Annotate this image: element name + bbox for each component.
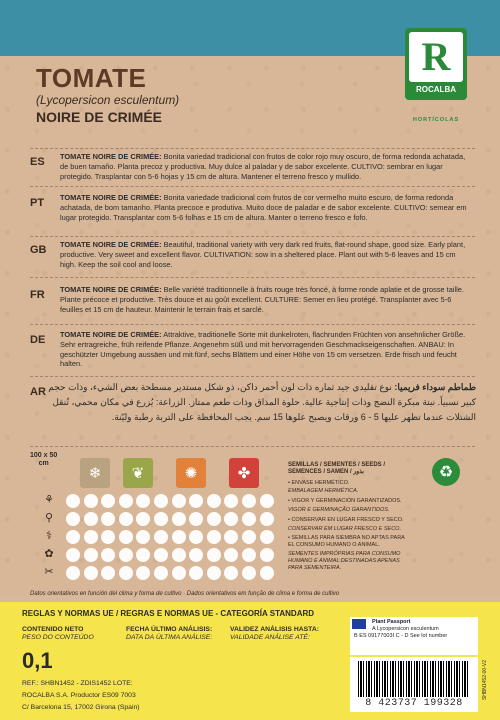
legend-heading: SEMILLAS / SEMENTES / SEEDS / (288, 462, 386, 468)
barcode-bars (358, 661, 470, 697)
eu-rules-heading: REGLAS Y NORMAS UE / REGRAS E NORMAS UE - CATEGORÍA STANDARD (22, 609, 315, 618)
plant-passport (350, 617, 478, 655)
lang-code: PT (30, 197, 45, 209)
legend-item: • CONSERVAR EN LUGAR FRESCO Y SECO. CONSERVAR EM LUGAR FRESCO E SECO. (288, 516, 404, 532)
maple-leaf-icon: ✤ (229, 458, 259, 488)
producer-address: C/ Barcelona 15, 17002 Girona (Spain) (22, 704, 140, 711)
lang-body: Bonita variedad tradicional con frutos de color rojo muy oscuro, de forma redonda achatada, de buen tamaño. Planta precoz y productiva. Muy dulce al paladar y de sabor excelente. CULTIVO: sembrar en lugar protegido. Trasplantar con 5-6 hojas y 15 cm de altura. Mantener el terreno fresco y mullido. (60, 152, 466, 181)
logo-letter: R (421, 34, 451, 79)
rocalba-logo (405, 28, 467, 100)
lang-code: DE (30, 334, 46, 346)
lang-text (60, 330, 472, 369)
lang-text (60, 193, 472, 222)
analysis-validity-label: VALIDEZ ANÁLISIS HASTA: VALIDADE ANÁLISE ATÉ: (230, 626, 319, 641)
calendar-row (38, 528, 277, 546)
lang-lead: TOMATE NOIRE DE CRIMÉE: (60, 285, 162, 294)
last-analysis-label: FECHA ÚLTIMO ANÁLISIS: DATA DA ÚLTIMA ANÁLISE: (126, 626, 213, 641)
lang-code: FR (30, 289, 45, 301)
lang-body: Beautiful, traditional variety with very dark red fruits, flat-round shape, good size. Early plant, productive. Very sweet and excellent flavor. CULTIVATION: sow in a sheltered place. Plant out with 5-6 leaves and 15 cm high. Keep the soil cool and loose. (60, 240, 466, 269)
divider (30, 236, 475, 237)
lang-body: Attraktive, traditionelle Sorte mit dunkelroten, flachrunden Früchten von ansehnlicher Größe. Sehr ertragreiche, früh reifende Pflanze. Angenehm süß und mit hervorragenden Geschmackseigenschaften. ANBAU: In geschützter Umgebung aussäen und mit fünf, sechs Blättern und einer Höhe von 15 cm versetzen. Erde frisch und feucht halten. (60, 330, 466, 369)
green-dot-recycle-icon: ♻ (432, 458, 460, 486)
plant-icon: ✿ (44, 548, 54, 560)
lang-text (60, 285, 472, 314)
net-content-label: CONTENIDO NETO PESO DO CONTEÚDO (22, 626, 94, 641)
lang-body: Belle variété traditionnelle à fruits rouge très foncé, à forme ronde aplatie et de grosse taille. Plante précoce et productive. Très douce et au goût excellent. CULTURE: Semer en lieu protégé. Transplanter avec 5-6 feuilles et 15 cm de hauteur. Maintenir le terrain frais et sarclé. (60, 285, 464, 314)
calendar-row (38, 546, 277, 564)
lang-lead: TOMATE NOIRE DE CRIMÉE: (60, 152, 162, 161)
divider (30, 186, 475, 187)
passport-line1: A Lycopersicon esculentum (372, 626, 439, 632)
net-content-value: 0,1 (22, 648, 53, 673)
lang-body: Bonita variedade tradicional com frutos de cor vermelho muito escuro, de forma redonda achatada, de bom tamanho. Planta precoce e produtiva. Muito doce de paladar e de sabor excelente. CULTIVO: semear em lugar protegido. Transplantar com 5-6 folhas e 15 cm de altura. Manter o terreno fresco e fofo. (60, 193, 467, 222)
snowflake-icon: ❄ (80, 458, 110, 488)
calendar-row (38, 510, 277, 528)
sowing-calendar (38, 492, 277, 582)
product-title: TOMATE (36, 63, 147, 93)
divider (30, 446, 475, 447)
lang-lead: TOMATE NOIRE DE CRIMÉE: (60, 240, 162, 249)
title-block (36, 64, 179, 126)
lang-lead: TOMATE NOIRE DE CRIMÉE: (60, 330, 162, 339)
lang-code: ES (30, 156, 45, 168)
divider (30, 324, 475, 325)
logo-subtitle: HORTÍCOLAS (412, 117, 460, 123)
calendar-row (38, 492, 277, 510)
variety-name: NOIRE DE CRIMÉE (36, 109, 163, 125)
harvest-icon: ✂ (44, 566, 54, 578)
passport-line2: B ES 09177003I C - D See lot number (354, 633, 448, 639)
spacing-value: 100 x 50 (30, 452, 58, 459)
reference-lot: REF.: SHBN1452 - ZDIS1452 LOTE: (22, 680, 133, 687)
lang-text (36, 380, 476, 425)
passport-title: Plant Passport (372, 619, 411, 625)
seed-legend (288, 462, 408, 571)
producer-info: ROCALBA S.A. Productor ES09 7003 (22, 692, 136, 699)
divider (30, 148, 475, 149)
calendar-note: Datos orientativos en función del clima y forma de cultivo · Dados orientativos em função de clima e forma de cultivo (30, 591, 340, 597)
sowing-icon: ⚲ (44, 512, 54, 524)
side-code: SHBN1452-00-V2 (482, 660, 488, 701)
legend-item: • ENVASE HERMÉTICO. EMBALAGEM HERMÉTICA. (288, 479, 359, 495)
lang-lead: طماطم سوداء فريميا: (394, 382, 476, 392)
spacing-unit: cm (38, 460, 49, 467)
seed-tray-icon: ⚘ (44, 494, 54, 506)
transplant-icon: ⚕ (46, 530, 52, 542)
lang-code: GB (30, 244, 47, 256)
logo-badge (409, 32, 463, 82)
sun-icon: ✺ (176, 458, 206, 488)
leaf-icon: ❦ (123, 458, 153, 488)
spacing-label (30, 452, 57, 468)
barcode-number: 8 423737 199328 (365, 698, 463, 709)
divider (30, 376, 475, 377)
lang-text (60, 240, 472, 269)
eu-flag-icon (352, 619, 366, 629)
latin-name: (Lycopersicon esculentum) (36, 93, 180, 107)
legend-heading: SEMENCES / SAMEN / بذور (288, 468, 364, 475)
lang-code: AR (30, 386, 46, 398)
ean-barcode (350, 657, 478, 712)
logo-name: ROCALBA (416, 85, 456, 94)
lang-text (60, 152, 472, 181)
lang-lead: TOMATE NOIRE DE CRIMÉE: (60, 193, 162, 202)
lang-body: نوع تقليدي جيد ثماره ذات لون أحمر داكن، ذو شكل مستدير مسطحة بعض الشيء، وذات حجم كبير نسبياً. نبتة مبكرة النضج وذات إنتاجية عالية. حلوة المذاق وذات طعم ممتاز. الزراعة: يُزرع في مكان محمي، تُنقل الشتلات عندما تظهر عليها 5 - 6 ورقات ويصبح علوها 15 سم. يجب المحافظة على التربة رطبة وليّنة. (48, 382, 476, 422)
legend-item: • VIGOR Y GERMINACIÓN GARANTIZADOS. VIGOR E GERMINAÇÃO GARANTIDOS. (288, 498, 402, 513)
calendar-row (38, 564, 277, 582)
divider (30, 277, 475, 278)
legend-item: • SEMILLAS PARA SIEMBRA NO APTAS PARA EL CONSUMO HUMANO O ANIMAL. SEMENTES IMPRÓPRIAS PARA CONSUMO HUMANO E ANIMAL DESTINADAS APENAS PARA SEMENTEIRA. (288, 535, 405, 571)
